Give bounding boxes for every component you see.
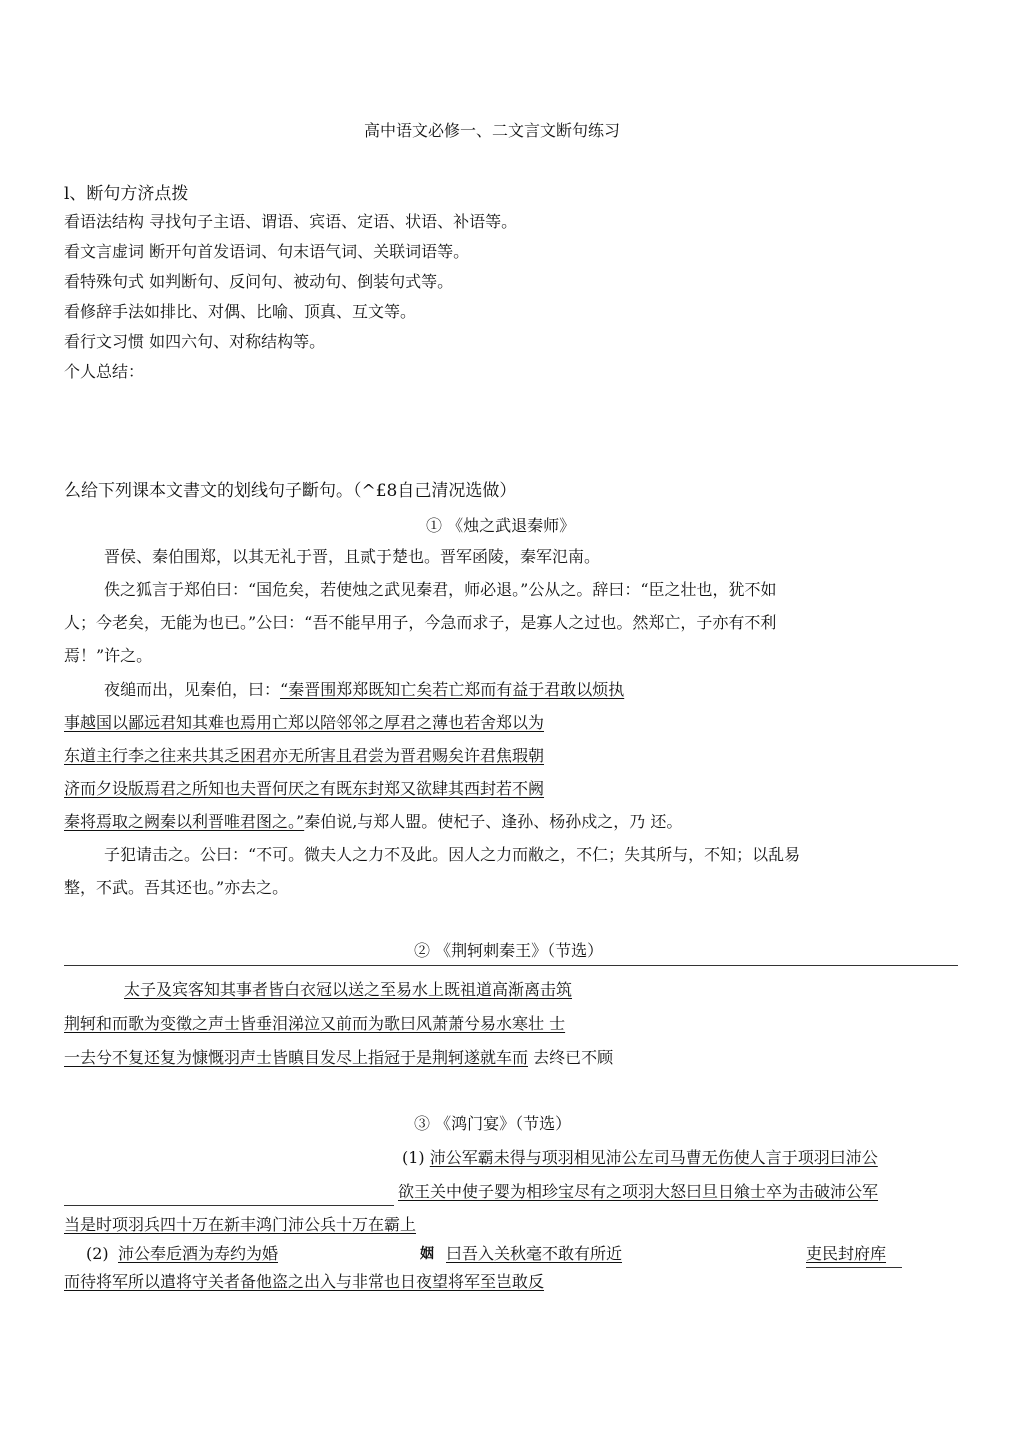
tip-line: 看修辞手法如排比、对偶、比喻、顶真、互文等。 — [64, 302, 417, 321]
divider-line — [806, 1267, 902, 1268]
underlined-sentence: 沛公军霸未得与项羽相见沛公左司马曹无伤使人言于项羽曰沛公 — [429, 1148, 878, 1167]
underlined-sentence: 曰吾入关秋毫不敢有所近 — [446, 1244, 623, 1263]
underlined-sentence: “秦晋围郑郑既知亡矣若亡郑而有益于君敢以烦执 — [280, 680, 625, 699]
underlined-sentence: 而待将军所以遣将守关者备他盗之出入与非常也日夜望将军至岂敢反 — [64, 1272, 545, 1291]
underlined-sentence: 济而夕设版焉君之所知也夫晋何厌之有既东封郑又欲肆其西封若不阙 — [64, 779, 545, 798]
divider-line — [64, 965, 958, 966]
underlined-sentence: 事越国以鄙远君知其难也焉用亡郑以陪邻邻之厚君之薄也若舍郑以为 — [64, 713, 545, 732]
text2-line — [64, 1048, 613, 1068]
divider-line — [64, 1205, 394, 1206]
text1-title: ① 《烛之武退秦师》 — [426, 516, 576, 535]
underlined-sentence: 秦将焉取之阙秦以利晋唯君图之。” — [64, 812, 305, 831]
underlined-sentence: 吏民封府库 — [806, 1244, 887, 1263]
tip-line: 看特殊句式 如判断句、反问句、被动句、倒装句式等。 — [64, 272, 454, 291]
plain-text: 秦伯说,与郑人盟。使杞子、逢孙、杨孙戍之，乃 还。 — [304, 812, 683, 831]
text1-paragraph: 佚之狐言于郑伯曰：“国危矣，若使烛之武见秦君，师必退。”公从之。辞曰：“臣之壮也，犹不如 — [104, 580, 777, 599]
tip-line: 看行文习惯 如四六句、对称结构等。 — [64, 332, 326, 351]
underlined-sentence: 太子及宾客知其事者皆白衣冠以送之至易水上既祖道高渐离击筑 — [124, 980, 573, 999]
plain-text: 夜缒而出，见秦伯，曰： — [104, 680, 281, 699]
text1-paragraph: 子犯请击之。公曰：“不可。微夫人之力不及此。因人之力而敝之，不仁；失其所与，不知；以乱易 — [104, 845, 801, 864]
tip-line: 看语法结构 寻找句子主语、谓语、宾语、定语、状语、补语等。 — [64, 212, 518, 231]
underlined-sentence: 沛公奉卮酒为寿约为婚 — [118, 1244, 279, 1263]
text1-paragraph: 人；今老矣，无能为也已。”公曰：“吾不能早用子，今急而求子，是寡人之过也。然郑亡，子亦有不利 — [64, 613, 777, 632]
section-heading: l、断句方济点拨 — [64, 184, 189, 204]
document-title: 高中语文必修一、二文言文断句练习 — [364, 121, 621, 140]
text1-paragraph — [104, 680, 624, 700]
text1-paragraph: 晋侯、秦伯围郑，以其无礼于晋，且贰于楚也。晋军函陵，秦军氾南。 — [104, 547, 601, 566]
underlined-sentence: 荆轲和而歌为变徵之声士皆垂泪涕泣又前而为歌曰风萧萧兮易水寒壮 士 — [64, 1014, 566, 1033]
underlined-sentence: 一去兮不复还复为慷慨羽声士皆瞋目发尽上指冠于是荆轲遂就车而 — [64, 1048, 529, 1067]
tip-line: 看文言虚词 断开句首发语词、句末语气词、关联词语等。 — [64, 242, 470, 261]
plain-text: 去终已不顾 — [533, 1048, 614, 1067]
text1-paragraph — [64, 812, 682, 832]
item-number: (1) — [402, 1148, 425, 1167]
underlined-sentence: 当是时项羽兵四十万在新丰鸿门沛公兵十万在霸上 — [64, 1215, 417, 1234]
exercise-instruction: 么给下列课本文書文的划线句子斷句。（^£8自己清况选做） — [64, 481, 517, 501]
underlined-sentence: 东道主行李之往来共其乏困君亦无所害且君尝为晋君赐矣许君焦瑕朝 — [64, 746, 545, 765]
text2-title: ② 《荆轲刺秦王》（节选） — [414, 941, 604, 960]
text3-item-1 — [402, 1148, 878, 1168]
text1-paragraph: 焉！”许之。 — [64, 646, 153, 665]
text3-title: ③ 《鸿门宴》（节选） — [414, 1114, 572, 1133]
underlined-sentence: 欲王关中使子婴为相珍宝尽有之项羽大怒曰旦日飨士卒为击破沛公军 — [398, 1182, 879, 1201]
text1-paragraph: 整，不武。吾其还也。”亦去之。 — [64, 878, 289, 897]
summary-label: 个人总结： — [64, 362, 145, 381]
item-number: (2) — [86, 1244, 109, 1263]
character-mark: 姻 — [420, 1246, 434, 1262]
